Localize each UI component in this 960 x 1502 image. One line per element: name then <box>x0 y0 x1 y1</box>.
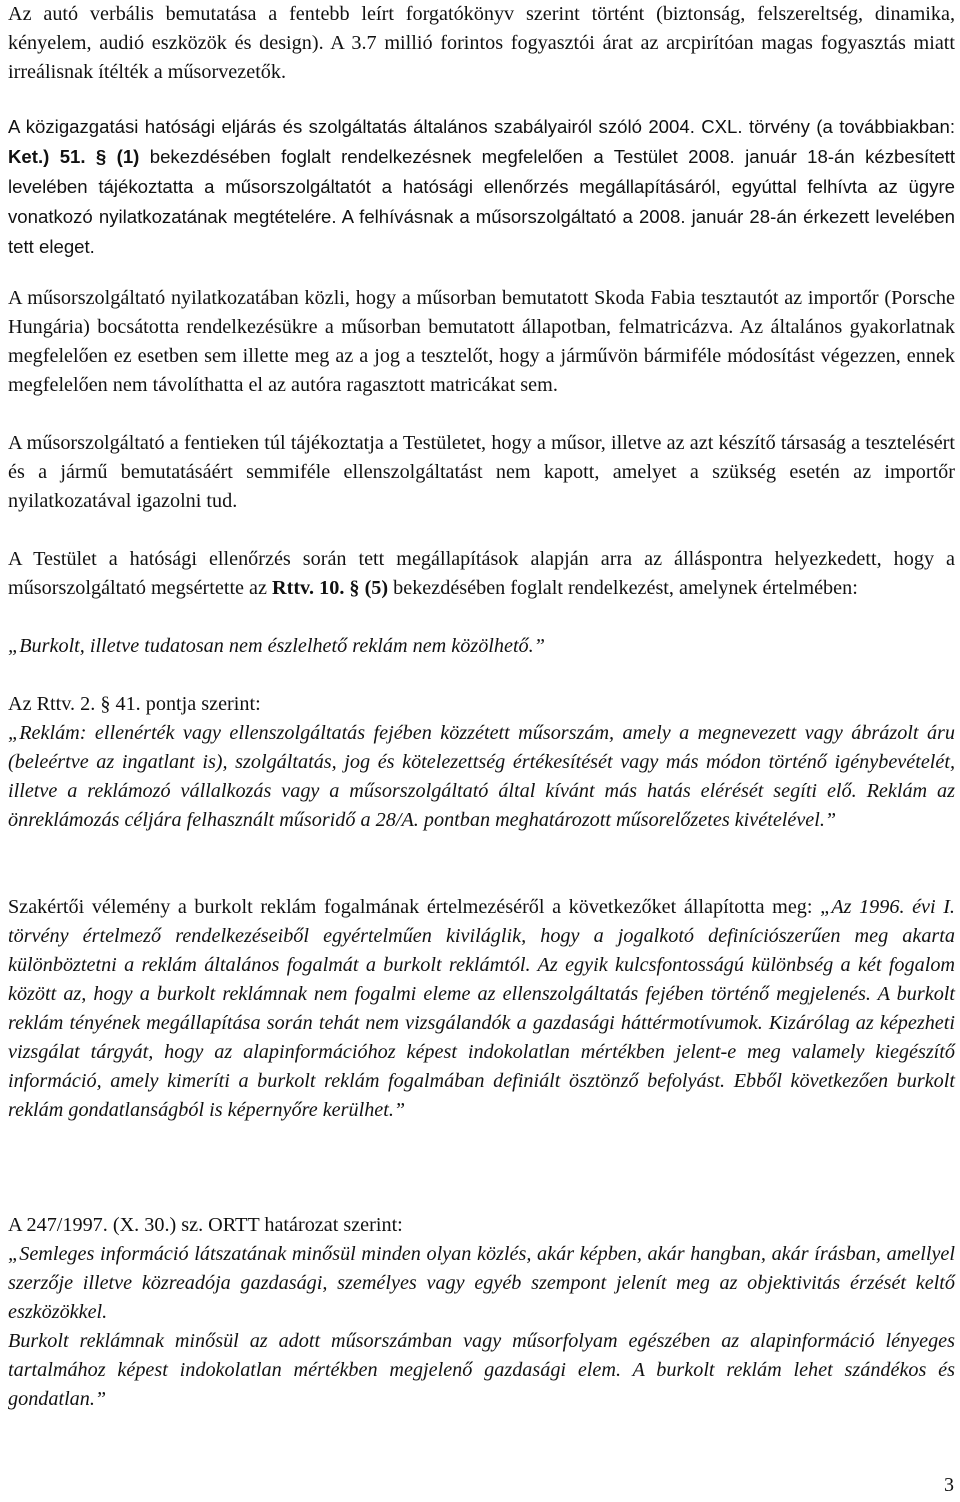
quote-burkolt-reklam: „Burkolt, illetve tudatosan nem észlelhető reklám nem közölhető.” <box>8 635 545 657</box>
paragraph-2-text-b: bekezdésében foglalt rendelkezésnek megfelelően a Testület 2008. január 18-án kézbesített levelében tájékoztatta a műsorszolgáltatót a hatósági ellenőrzés megállapításáról, egyúttal felhívta az ügyre vonatkozó nyilatkozatának megtételére. A felhívásnak a műsorszolgáltató a 2008. január 28-án érkezett levelében tett eleget. <box>8 146 955 257</box>
paragraph-1: Az autó verbális bemutatása a fentebb leírt forgatókönyv szerint történt (biztonság, felszereltség, dinamika, kényelem, audió eszközök és design). A 3.7 millió forintos fogyasztói árat az arcpirítóan magas fogyasztás miatt irreálisnak ítélték a műsorvezetők. <box>8 3 955 83</box>
paragraph-4: A műsorszolgáltató a fentieken túl tájékoztatja a Testületet, hogy a műsor, illetve az azt készítő társaság a tesztelésért és a jármű bemutatásáért semmiféle ellenszolgáltatást nem kapott, amelyet a szükség esetén az importőr nyilatkozatával igazolni tud. <box>8 432 955 512</box>
paragraph-2-section-ref: § (1) <box>95 146 140 167</box>
paragraph-7-quote: „Az 1996. évi I. törvény értelmező rendelkezéseiből egyértelműen kiviláglik, hogy a jogalkotó definíciószerűen meg akarta különböztetni a reklám általános fogalmát a burkolt reklámtól. Az egyik kulcsfontosságú különbség a két fogalom között az, hogy a burkolt reklámnak nem fogalmi eleme az ellenszolgáltatás fejében történő megjelenés. A burkolt reklám tényének megállapítása során tehát nem vizsgálandók a gazdasági háttérmotívumok. Kizárólag az képezheti vizsgálat tárgyát, hogy az alapinformációhoz képest indokolatlan mértékben jelent-e meg valamely kiegészítő információ, amely kimeríti a burkolt reklám fogalmában definiált ösztönző befolyást. Ebből következően burkolt reklám gondatlanságból is képernyőre kerülhet.” <box>8 896 955 1121</box>
paragraph-5-section-ref: § (5) <box>349 577 389 599</box>
paragraph-5-text-a: A Testület a hatósági ellenőrzés során tett megállapítások alapján arra az álláspontra helyezkedett, hogy a műsorszolgáltató megsértette az <box>8 548 955 599</box>
page-number: 3 <box>944 1474 954 1496</box>
paragraph-2-ket-ref: Ket.) 51. <box>8 146 86 167</box>
heading-rttv-41: Az Rttv. 2. § 41. pontja szerint: <box>8 693 261 715</box>
paragraph-5-rttv-ref: Rttv. 10. <box>272 577 345 599</box>
quote-semleges-informacio: „Semleges információ látszatának minősül minden olyan közlés, akár képben, akár hangban, akár írásban, amellyel szerzője illetve közreadója gazdasági, személyes vagy egyéb szempont jelenít meg az objektivitás érzését keltő eszközökkel. <box>8 1243 955 1323</box>
paragraph-2 <box>8 112 955 262</box>
heading-ortt-hatarozat: A 247/1997. (X. 30.) sz. ORTT határozat szerint: <box>8 1214 403 1236</box>
quote-reklam-definition: „Reklám: ellenérték vagy ellenszolgáltatás fejében közzétett műsorszám, amely a megnevezett vagy ábrázolt áru (beleértve az ingatlant is), szolgáltatás, jog és kötelezettség értékesítését vagy más módon történő igénybevételét, illetve a reklámozó vállalkozás vagy a műsorszolgáltató által kívánt más hatás elérését segíti elő. Reklám az önreklámozás céljára felhasznált műsoridő a 28/A. pontban meghatározott műsorelőzetes kivételével.” <box>8 722 955 831</box>
paragraph-7 <box>8 893 955 1125</box>
paragraph-7-text-a: Szakértői vélemény a burkolt reklám fogalmának értelmezéséről a következőket állapította meg: <box>8 896 821 918</box>
paragraph-5 <box>8 545 955 603</box>
paragraph-5-text-b: bekezdésében foglalt rendelkezést, amelynek értelmében: <box>388 577 858 599</box>
paragraph-3: A műsorszolgáltató nyilatkozatában közli, hogy a műsorban bemutatott Skoda Fabia tesztautót az importőr (Porsche Hungária) bocsátotta rendelkezésükre a műsorban bemutatott állapotban, felmatricázva. Az általános gyakorlatnak megfelelően ez esetben sem illette meg az a jog a tesztelőt, hogy a járművön bármiféle módosítást végezzen, ennek megfelelően nem távolíthatta el az autóra ragasztott matricákat sem. <box>8 287 955 396</box>
paragraph-2-text-a: A közigazgatási hatósági eljárás és szolgáltatás általános szabályairól szóló 2004. CXL. törvény (a továbbiakban: <box>8 116 955 137</box>
quote-burkolt-reklam-minosul: Burkolt reklámnak minősül az adott műsorszámban vagy műsorfolyam egészében az alapinformáció lényeges tartalmához képest indokolatlan mértékben megjelenő gazdasági elem. A burkolt reklám lehet szándékos és gondatlan.” <box>8 1330 955 1410</box>
paragraph-2-space <box>86 146 96 167</box>
